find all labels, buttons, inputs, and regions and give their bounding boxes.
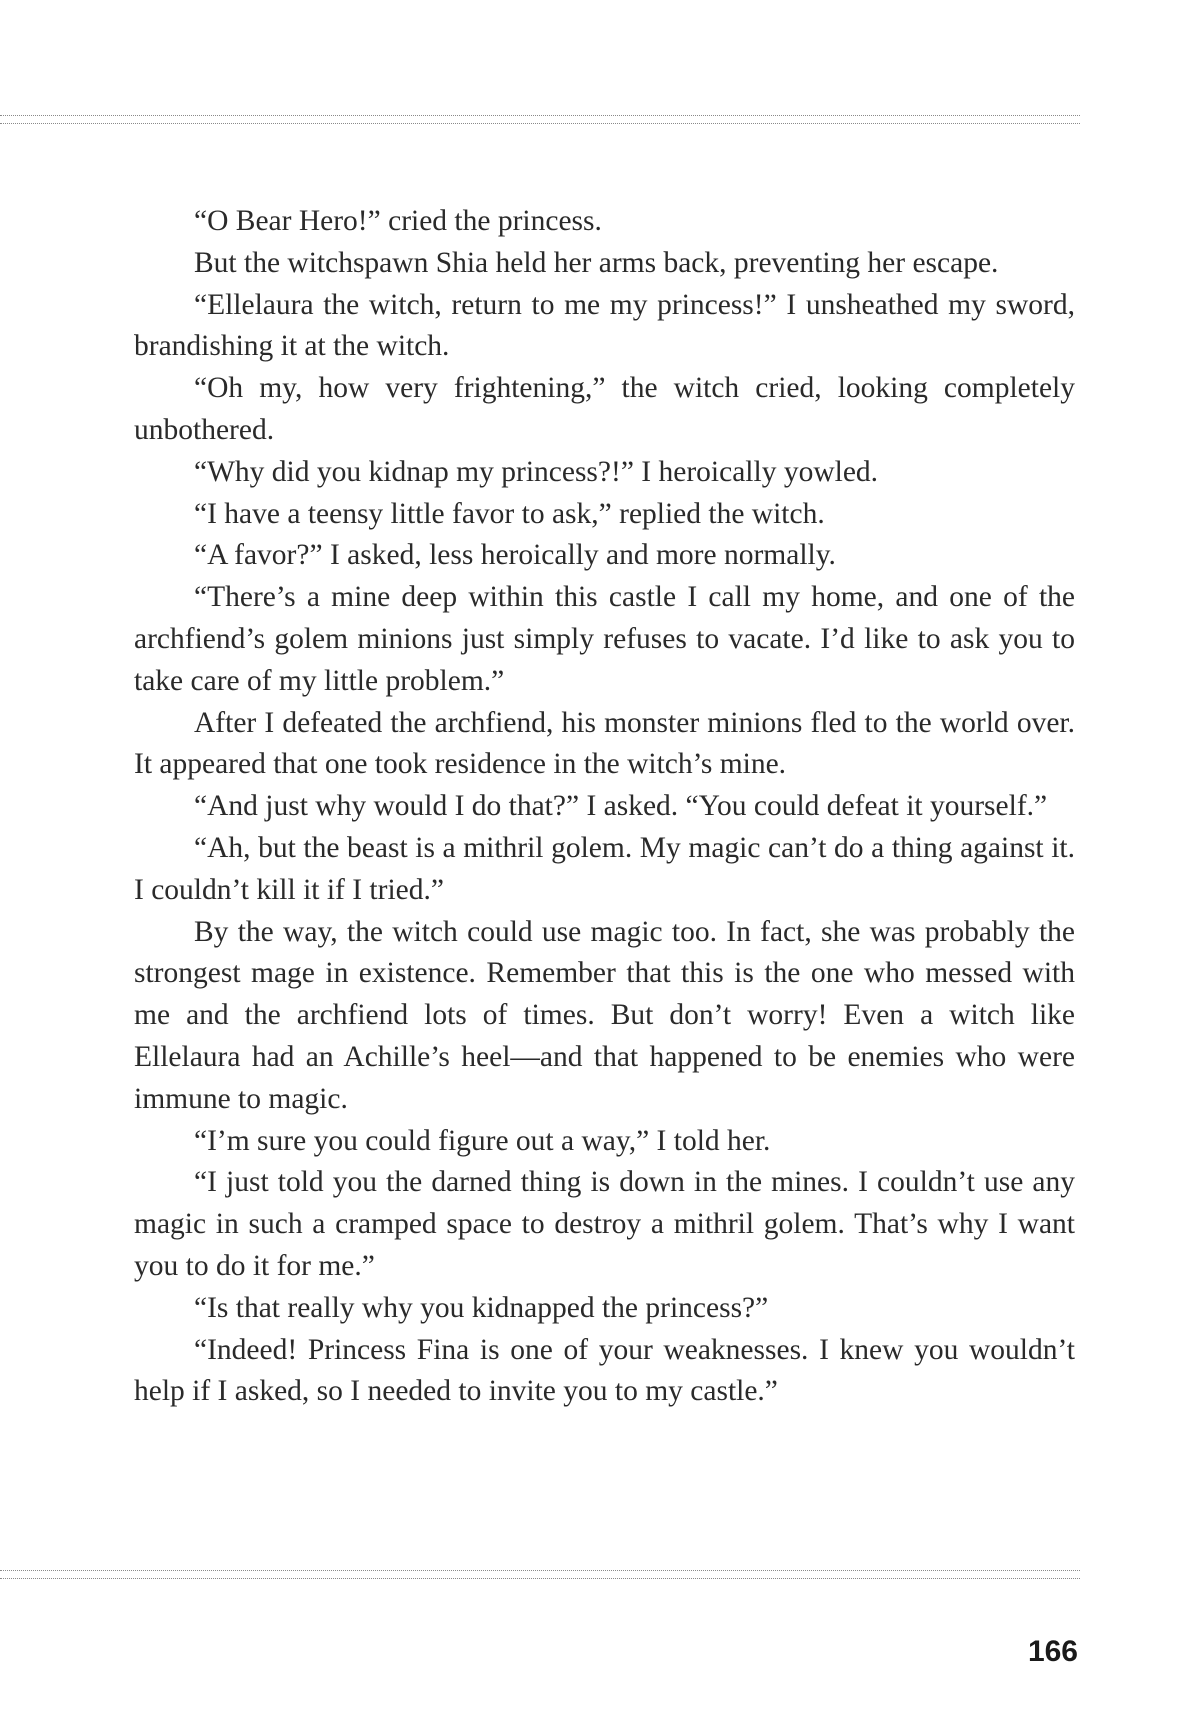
paragraph: “Is that really why you kidnapped the princess?”	[194, 1291, 769, 1324]
paragraph: But the witchspawn Shia held her arms back, preventing her escape.	[194, 246, 999, 279]
paragraph: “There’s a mine deep within this castle I call my home, and one of the archfiend’s golem minions just simply refuses to vacate. I’d like to ask you to take care of my little problem.”	[134, 581, 1075, 697]
page-number: 166	[1027, 1635, 1078, 1668]
paragraph: By the way, the witch could use magic too. In fact, she was probably the strongest mage in existence. Remember that this is the one who messed with me and the archfiend lots of times. But don’t worry! Even a witch like Ellelaura had an Achille’s heel—and that happened to be enemies who were immune to magic.	[134, 915, 1075, 1115]
paragraph: “Ah, but the beast is a mithril golem. My magic can’t do a thing against it. I couldn’t kill it if I tried.”	[134, 831, 1075, 906]
paragraph: “O Bear Hero!” cried the princess.	[194, 205, 602, 237]
paragraph: “I just told you the darned thing is down in the mines. I couldn’t use any magic in such a cramped space to destroy a mithril golem. That’s why I want you to do it for me.”	[134, 1166, 1075, 1282]
paragraph: “I’m sure you could figure out a way,” I told her.	[194, 1124, 771, 1157]
bottom-divider	[0, 1570, 1080, 1579]
body-text	[134, 201, 1075, 1413]
paragraph: “Why did you kidnap my princess?!” I heroically yowled.	[194, 455, 879, 488]
paragraph: “Indeed! Princess Fina is one of your weaknesses. I knew you wouldn’t help if I asked, so I needed to invite you to my castle.”	[134, 1333, 1075, 1408]
paragraph: “Ellelaura the witch, return to me my princess!” I unsheathed my sword, brandishing it at the witch.	[134, 288, 1075, 363]
paragraph: After I defeated the archfiend, his monster minions fled to the world over. It appeared that one took residence in the witch’s mine.	[134, 706, 1075, 781]
paragraph: “A favor?” I asked, less heroically and more normally.	[194, 539, 836, 572]
paragraph: “Oh my, how very frightening,” the witch cried, looking completely unbothered.	[134, 372, 1075, 446]
paragraph: “And just why would I do that?” I asked. “You could defeat it yourself.”	[194, 790, 1048, 823]
paragraph: “I have a teensy little favor to ask,” replied the witch.	[194, 497, 825, 530]
top-divider	[0, 115, 1080, 124]
